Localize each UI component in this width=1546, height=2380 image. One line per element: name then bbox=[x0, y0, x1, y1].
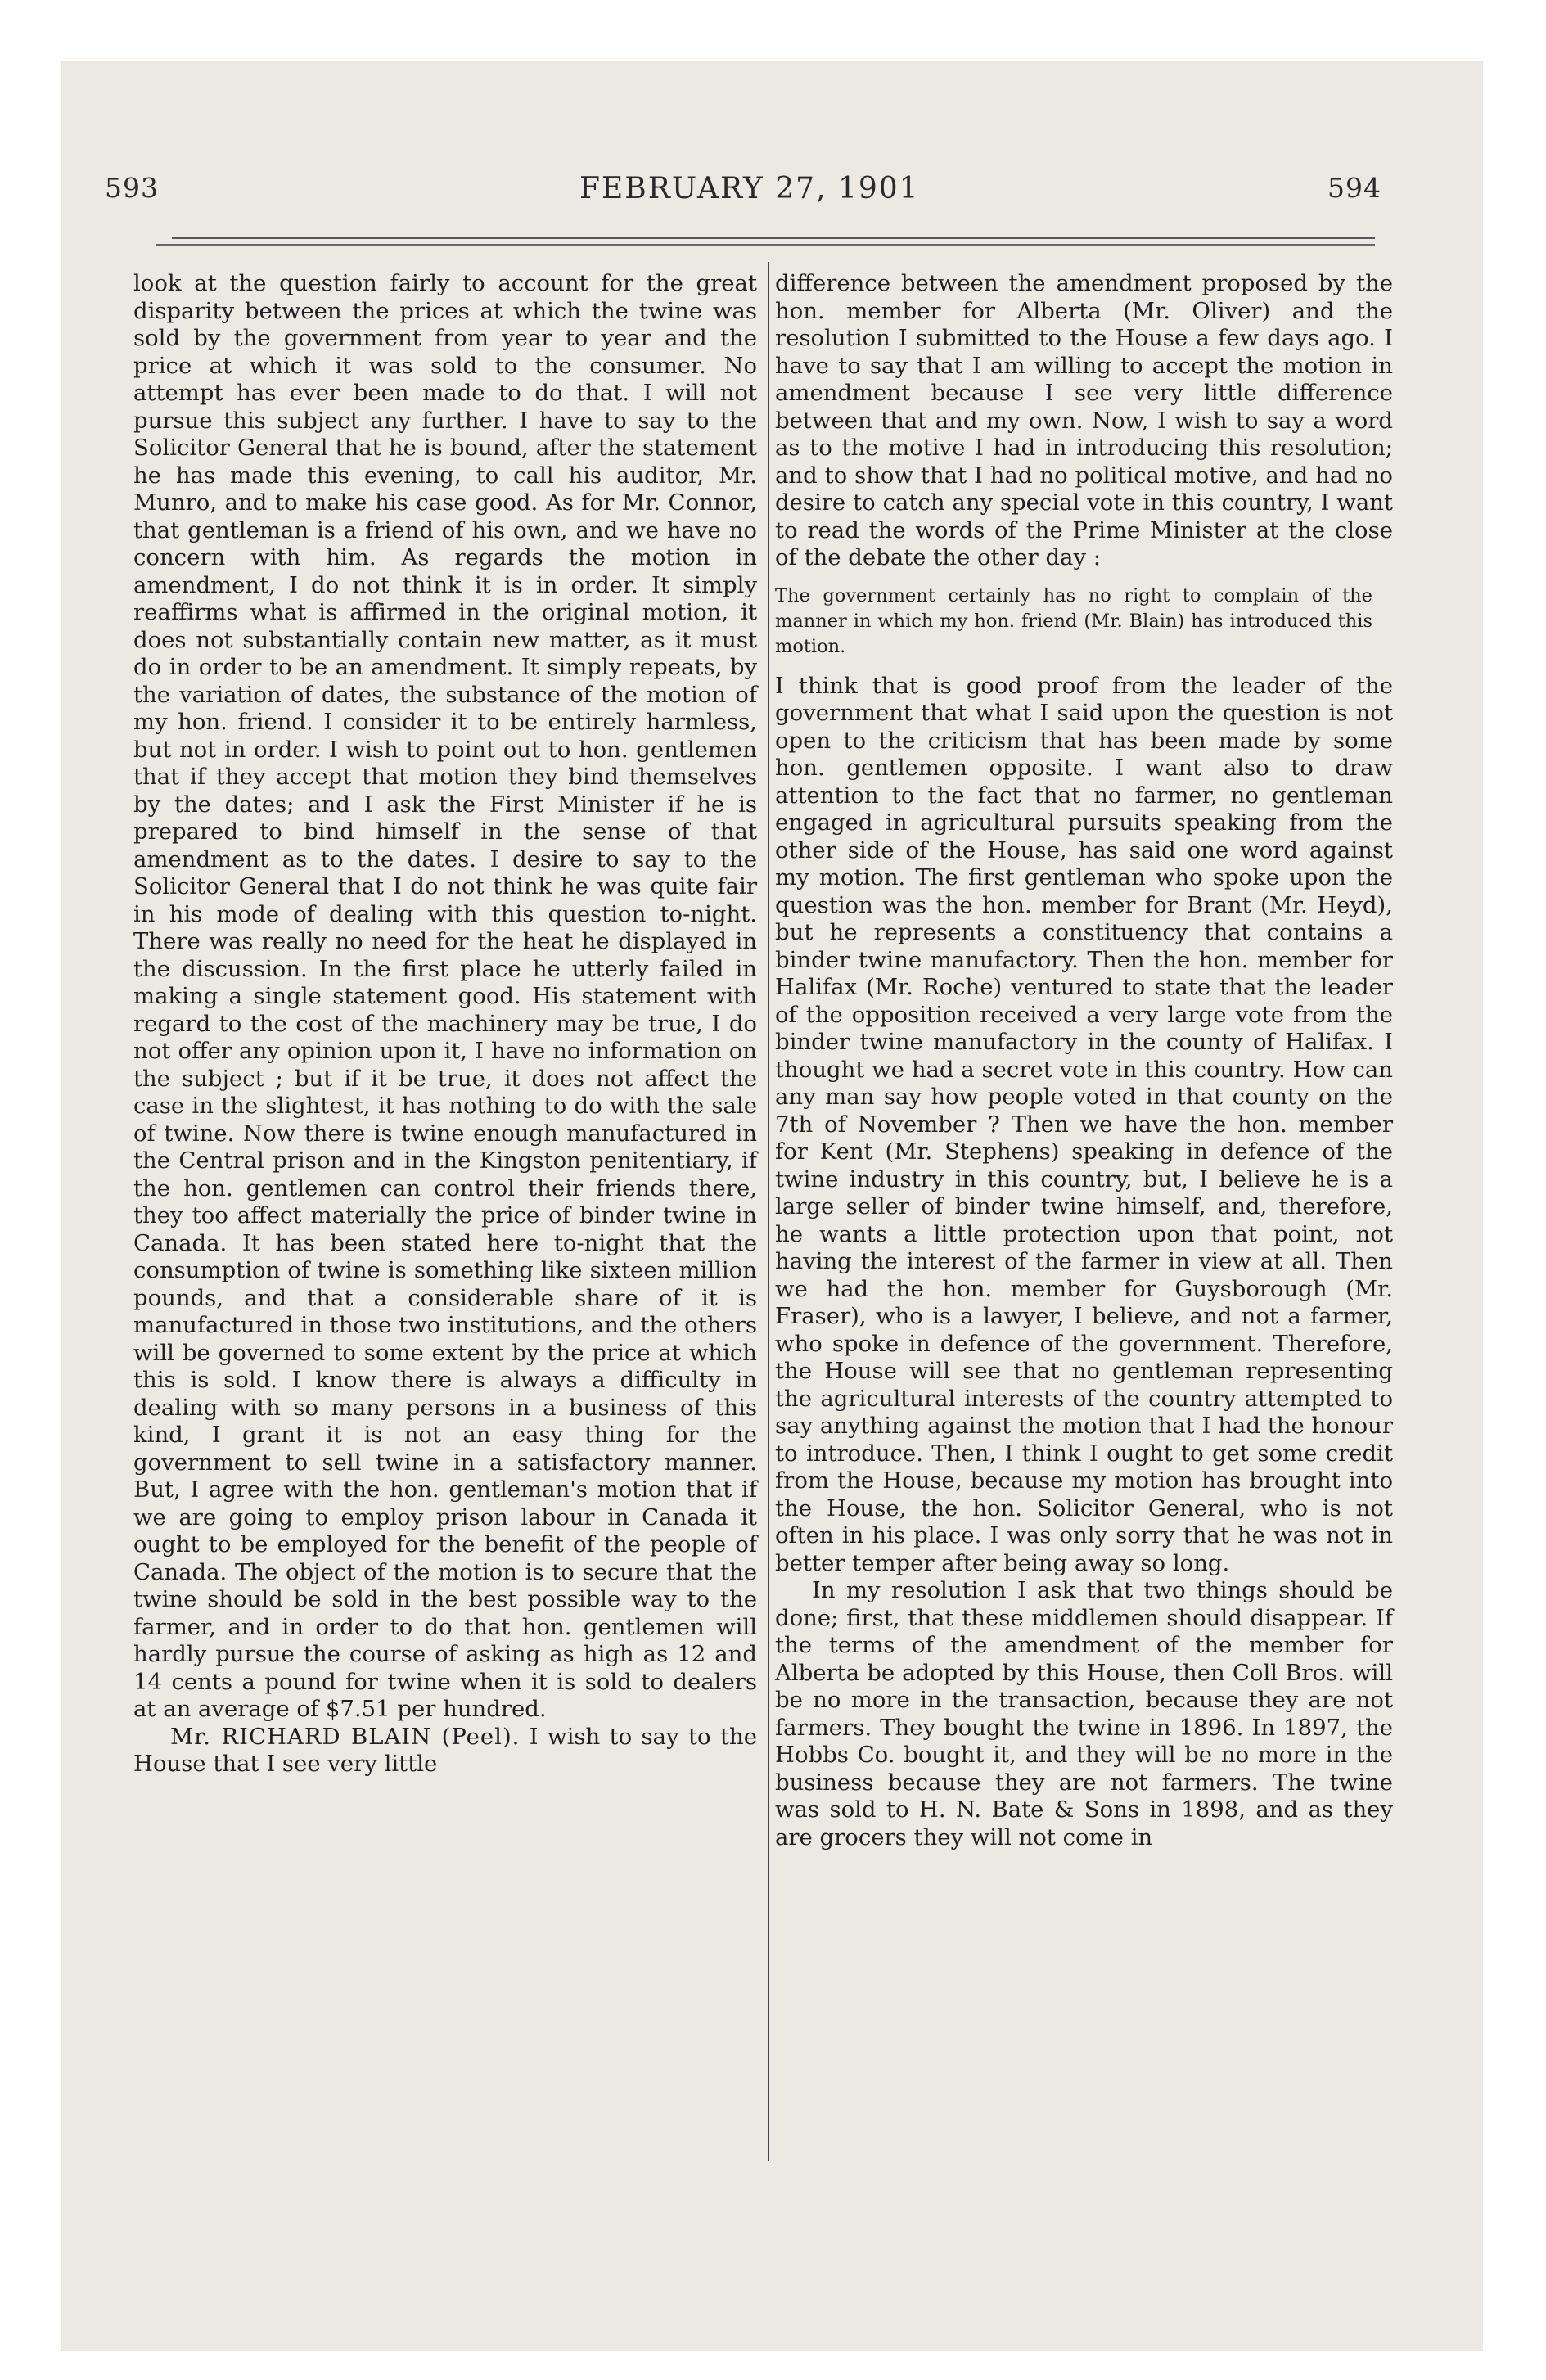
header-rule-top bbox=[172, 237, 1375, 239]
right-column bbox=[775, 270, 1393, 1851]
left-page-number: 593 bbox=[105, 172, 159, 204]
left-column bbox=[133, 270, 757, 1778]
left-paragraph-2 bbox=[133, 1724, 757, 1778]
left-paragraph-1: look at the question fairly to account for the great disparity between the prices at which the twine was sold by the government from year to year and the price at which it was sold to the consumer. No attempt has ever been made to do that. I will not pursue this subject any further. I have to say to the Solicitor General that he is bound, after the statement he has made this evening, to call his auditor, Mr. Munro, and to make his case good. As for Mr. Connor, that gentleman is a friend of his own, and we have no concern with him. As regards the motion in amendment, I do not think it is in order. It simply reaffirms what is affirmed in the original motion, it does not substantially contain new matter, as it must do in order to be an amendment. It simply repeats, by the variation of dates, the substance of the motion of my hon. friend. I consider it to be entirely harmless, but not in order. I wish to point out to hon. gentlemen that if they accept that motion they bind themselves by the dates; and I ask the First Minister if he is prepared to bind himself in the sense of that amendment as to the dates. I desire to say to the Solicitor General that I do not think he was quite fair in his mode of dealing with this question to-night. There was really no need for the heat he displayed in the discussion. In the first place he utterly failed in making a single statement good. His statement with regard to the cost of the machinery may be true, I do not offer any opinion upon it, I have no information on the subject ; but if it be true, it does not affect the case in the slightest, it has nothing to do with the sale of twine. Now there is twine enough manufactured in the Central prison and in the Kingston penitentiary, if the hon. gentlemen can control their friends there, they too affect materially the price of binder twine in Canada. It has been stated here to-night that the consumption of twine is something like sixteen million pounds, and that a considerable share of it is manufactured in those two institutions, and the others will be governed to some extent by the price at which this is sold. I know there is always a difficulty in dealing with so many persons in a business of this kind, I grant it is not an easy thing for the government to sell twine in a satisfactory manner. But, I agree with the hon. gentleman's motion that if we are going to employ prison labour in Canada it ought to be employed for the benefit of the people of Canada. The object of the motion is to secure that the twine should be sold in the best possible way to the farmer, and in order to do that hon. gentlemen will hardly pursue the course of asking as high as 12 and 14 cents a pound for twine when it is sold to dealers at an average of $7.51 per hundred. bbox=[133, 270, 757, 1722]
right-paragraph-3: In my resolution I ask that two things should be done; first, that these middlemen should disappear. If the terms of the amendment of the member for Alberta be adopted by this House, then Coll Bros. will be no more in the transaction, because they are not farmers. They bought the twine in 1896. In 1897, the Hobbs Co. bought it, and they will be no more in the business because they are not farmers. The twine was sold to H. N. Bate & Sons in 1898, and as they are grocers they will not come in bbox=[775, 1577, 1393, 1850]
header-rule-bottom bbox=[156, 244, 1375, 246]
right-paragraph-1: difference between the amendment proposed by the hon. member for Alberta (Mr. Oliver) and the resolution I submitted to the House a few days ago. I have to say that I am willing to accept the motion in amendment because I see very little difference between that and my own. Now, I wish to say a word as to the motive I had in introducing this resolution; and to show that I had no political motive, and had no desire to catch any special vote in this country, I want to read the words of the Prime Minister at the close of the debate the other day : bbox=[775, 270, 1393, 570]
speaker-name: Mr. RICHARD BLAIN (Peel). bbox=[170, 1723, 521, 1750]
header-date: FEBRUARY 27, 1901 bbox=[579, 172, 920, 205]
page-header bbox=[105, 172, 1381, 221]
speaker-remarks: I wish to say to the House that I see very little bbox=[133, 1723, 757, 1777]
right-page-number: 594 bbox=[1327, 172, 1381, 204]
block-quote: The government certainly has no right to complain of the manner in which my hon. friend (Mr. Blain) has introduced this motion. bbox=[775, 584, 1372, 657]
column-divider bbox=[768, 262, 769, 2161]
right-paragraph-2: I think that is good proof from the leader of the government that what I said upon the question is not open to the criticism that has been made by some hon. gentlemen opposite. I want also to draw attention to the fact that no farmer, no gentleman engaged in agricultural pursuits speaking from the other side of the House, has said one word against my motion. The first gentleman who spoke upon the question was the hon. member for Brant (Mr. Heyd), but he represents a constituency that contains a binder twine manufactory. Then the hon. member for Halifax (Mr. Roche) ventured to state that the leader of the opposition received a very large vote from the binder twine manufactory in the county of Halifax. I thought we had a secret vote in this country. How can any man say how people voted in that county on the 7th of November ? Then we have the hon. member for Kent (Mr. Stephens) speaking in defence of the twine industry in this country, but, I believe he is a large seller of binder twine himself, and, therefore, he wants a little protection upon that point, not having the interest of the farmer in view at all. Then we had the hon. member for Guysborough (Mr. Fraser), who is a lawyer, I believe, and not a farmer, who spoke in defence of the government. Therefore, the House will see that no gentleman representing the agricultural interests of the country attempted to say anything against the motion that I had the honour to introduce. Then, I think I ought to get some credit from the House, because my motion has brought into the House, the hon. Solicitor General, who is not often in his place. I was only sorry that he was not in better temper after being away so long. bbox=[775, 672, 1393, 1576]
